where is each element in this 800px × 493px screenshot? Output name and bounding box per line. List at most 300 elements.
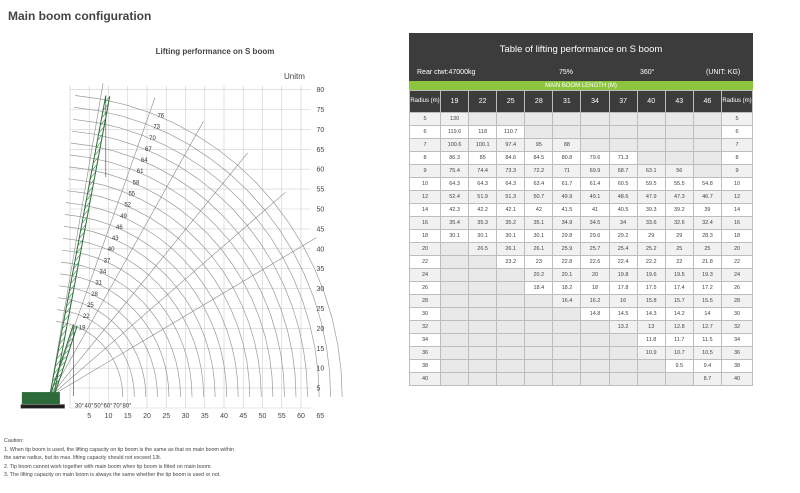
capacity-cell <box>525 126 553 139</box>
capacity-cell: 35.2 <box>497 217 525 230</box>
capacity-cell: 39 <box>693 204 721 217</box>
capacity-cell <box>581 360 609 373</box>
boom-length-label: 25 <box>87 302 94 309</box>
capacity-cell <box>693 126 721 139</box>
radius-cell: 36 <box>410 347 441 360</box>
capacity-cell: 75.4 <box>441 165 469 178</box>
y-tick-label: 10 <box>316 365 325 373</box>
capacity-cell <box>525 295 553 308</box>
capacity-cell: 42.2 <box>469 204 497 217</box>
capacity-cell: 15.7 <box>665 295 693 308</box>
caution-notes <box>4 437 364 480</box>
crane-track <box>21 404 65 408</box>
y-tick-label: 15 <box>316 345 325 353</box>
radius-cell: 9 <box>410 165 441 178</box>
capacity-cell: 100.1 <box>469 139 497 152</box>
capacity-cell: 85 <box>469 152 497 165</box>
capacity-cell <box>693 152 721 165</box>
caution-line: the same radius, but its max. lifting capacity should not exceed 13t. <box>4 455 162 462</box>
boom-length-header: 34 <box>581 91 609 113</box>
capacity-cell <box>469 295 497 308</box>
angle-label: 50° <box>94 403 104 410</box>
radius-cell: 38 <box>410 360 441 373</box>
capacity-cell <box>553 126 581 139</box>
capacity-cell: 42 <box>525 204 553 217</box>
capacity-cell: 19.8 <box>609 269 637 282</box>
caution-line: 1. When tip boom is used, the lifting capacity on tip boom is the same as that on main boom within <box>4 446 234 453</box>
boom-length-label: 28 <box>91 291 98 298</box>
capacity-cell: 73.3 <box>497 165 525 178</box>
capacity-cell: 60.5 <box>609 178 637 191</box>
capacity-cell <box>553 373 581 386</box>
boom-length-header: 46 <box>693 91 721 113</box>
table-row <box>410 321 753 334</box>
capacity-cell: 51.3 <box>497 191 525 204</box>
capacity-cell: 13 <box>637 321 665 334</box>
capacity-cell <box>469 321 497 334</box>
capacity-cell: 69.9 <box>581 165 609 178</box>
capacity-cell: 118 <box>469 126 497 139</box>
capacity-cell: 80.8 <box>553 152 581 165</box>
capacity-cell <box>609 347 637 360</box>
page-title: Main boom configuration <box>8 9 152 23</box>
capacity-cell: 29.6 <box>581 230 609 243</box>
radius-cell: 34 <box>410 334 441 347</box>
radius-cell: 14 <box>410 204 441 217</box>
capacity-cell <box>665 126 693 139</box>
boom-length-header: 28 <box>525 91 553 113</box>
table-row <box>410 334 753 347</box>
capacity-cell: 25.7 <box>581 243 609 256</box>
capacity-cell: 42.1 <box>497 204 525 217</box>
capacity-cell <box>497 295 525 308</box>
capacity-cell: 22.8 <box>553 256 581 269</box>
capacity-cell: 130 <box>441 113 469 126</box>
radius-cell: 24 <box>410 269 441 282</box>
boom-length-label: 58 <box>132 180 140 187</box>
angle-ray <box>50 153 248 397</box>
capacity-cell <box>665 139 693 152</box>
capacity-cell: 35.4 <box>441 217 469 230</box>
x-tick-label: 5 <box>87 413 92 420</box>
capacity-cell: 25 <box>693 243 721 256</box>
y-tick-label: 35 <box>316 266 325 274</box>
capacity-cell: 63.4 <box>525 178 553 191</box>
y-tick-label: 70 <box>316 126 325 134</box>
capacity-cell: 63.1 <box>637 165 665 178</box>
table-row <box>410 243 753 256</box>
capacity-cell: 14.5 <box>609 308 637 321</box>
capacity-cell: 12.8 <box>665 321 693 334</box>
radius-cell: 9 <box>722 165 753 178</box>
capacity-cell <box>441 256 469 269</box>
boom-length-label: 37 <box>103 258 111 265</box>
table-row <box>410 295 753 308</box>
table-title: Table of lifting performance on S boom <box>409 33 753 65</box>
capacity-cell: 19.3 <box>693 269 721 282</box>
boom-length-label: 76 <box>157 113 165 120</box>
capacity-cell: 39.2 <box>665 204 693 217</box>
capacity-cell <box>441 347 469 360</box>
capacity-cell <box>553 360 581 373</box>
capacity-cell: 68.7 <box>609 165 637 178</box>
capacity-cell: 74.4 <box>469 165 497 178</box>
capacity-cell: 18 <box>581 282 609 295</box>
radius-cell: 18 <box>722 230 753 243</box>
capacity-cell <box>469 373 497 386</box>
table-row <box>410 282 753 295</box>
capacity-cell: 32.6 <box>665 217 693 230</box>
capacity-cell <box>581 373 609 386</box>
radius-cell: 8 <box>722 152 753 165</box>
capacity-cell <box>497 269 525 282</box>
table-unit: (UNIT: KG) <box>706 69 741 76</box>
boom-length-label: 52 <box>124 202 132 209</box>
capacity-cell: 17.2 <box>693 282 721 295</box>
angle-ray <box>50 83 103 397</box>
capacity-cell <box>525 113 553 126</box>
radius-cell: 32 <box>410 321 441 334</box>
capacity-cell: 61.4 <box>581 178 609 191</box>
capacity-cell <box>637 139 665 152</box>
radius-cell: 34 <box>722 334 753 347</box>
capacity-cell <box>469 360 497 373</box>
capacity-cell: 11.8 <box>637 334 665 347</box>
capacity-cell: 26.1 <box>525 243 553 256</box>
capacity-cell <box>469 347 497 360</box>
capacity-cell <box>581 321 609 334</box>
radius-cell: 16 <box>410 217 441 230</box>
capacity-cell <box>441 269 469 282</box>
capacity-cell: 25.9 <box>553 243 581 256</box>
diagram-unit-label: Unitm <box>284 72 305 81</box>
capacity-cell: 26.5 <box>469 243 497 256</box>
capacity-cell <box>469 113 497 126</box>
capacity-cell <box>553 113 581 126</box>
table-row <box>410 217 753 230</box>
capacity-cell <box>609 334 637 347</box>
capacity-cell: 20.2 <box>525 269 553 282</box>
capacity-cell <box>609 360 637 373</box>
capacity-cell: 23.2 <box>497 256 525 269</box>
capacity-cell <box>525 373 553 386</box>
capacity-cell <box>441 295 469 308</box>
capacity-cell <box>553 308 581 321</box>
boom-length-label: 49 <box>120 213 127 220</box>
capacity-cell: 49.1 <box>581 191 609 204</box>
capacity-cell <box>609 373 637 386</box>
crane-illustration <box>21 96 110 409</box>
capacity-cell: 22.4 <box>609 256 637 269</box>
capacity-cell: 34.9 <box>553 217 581 230</box>
capacity-cell: 64.3 <box>441 178 469 191</box>
radius-cell: 7 <box>722 139 753 152</box>
table-row <box>410 152 753 165</box>
capacity-cell: 30.1 <box>469 230 497 243</box>
y-tick-label: 80 <box>316 87 325 95</box>
capacity-cell: 71 <box>553 165 581 178</box>
radius-cell: 32 <box>722 321 753 334</box>
y-tick-label: 40 <box>316 246 325 254</box>
capacity-cell: 10.5 <box>693 347 721 360</box>
capacity-cell: 21.8 <box>693 256 721 269</box>
capacity-cell: 25 <box>665 243 693 256</box>
capacity-cell: 84.6 <box>497 152 525 165</box>
table-row <box>410 308 753 321</box>
capacity-cell: 47.9 <box>637 191 665 204</box>
capacity-cell: 88 <box>553 139 581 152</box>
y-tick-label: 20 <box>316 325 325 333</box>
y-tick-label: 50 <box>316 206 325 214</box>
radius-cell: 12 <box>722 191 753 204</box>
capacity-cell: 86.3 <box>441 152 469 165</box>
radius-cell: 10 <box>410 178 441 191</box>
angle-ray <box>50 192 286 397</box>
capacity-cell <box>469 308 497 321</box>
capacity-cell: 30.1 <box>441 230 469 243</box>
capacity-cell <box>469 269 497 282</box>
capacity-cell: 20 <box>581 269 609 282</box>
capacity-cell <box>637 126 665 139</box>
capacity-cell: 29.2 <box>609 230 637 243</box>
y-tick-label: 55 <box>316 186 325 194</box>
capacity-cell <box>609 113 637 126</box>
capacity-cell: 71.3 <box>609 152 637 165</box>
capacity-cell: 28.3 <box>693 230 721 243</box>
main-boom-length-header: MAIN BOOM LENGTH (M) <box>409 81 753 90</box>
capacity-cell <box>469 334 497 347</box>
boom-length-label: 31 <box>95 280 103 287</box>
radius-cell: 26 <box>410 282 441 295</box>
y-tick-label: 5 <box>316 385 321 393</box>
caution-line: 3. The lifting capacity on main boom is always the same whether the tip boom is used or not. <box>4 472 221 479</box>
lifting-range-diagram <box>0 80 380 425</box>
x-tick-label: 35 <box>200 413 209 420</box>
x-tick-label: 15 <box>123 413 132 420</box>
boom-length-header: 25 <box>497 91 525 113</box>
capacity-cell <box>497 308 525 321</box>
table-row <box>410 347 753 360</box>
capacity-cell <box>441 360 469 373</box>
angle-label: 30° <box>75 403 85 410</box>
capacity-cell: 15.8 <box>637 295 665 308</box>
radius-cell: 28 <box>722 295 753 308</box>
capacity-cell: 22.6 <box>581 256 609 269</box>
capacity-cell: 10.9 <box>637 347 665 360</box>
capacity-cell: 35.3 <box>469 217 497 230</box>
radius-cell: 22 <box>722 256 753 269</box>
table-row <box>410 113 753 126</box>
capacity-cell: 32.4 <box>693 217 721 230</box>
capacity-cell: 18.4 <box>525 282 553 295</box>
capacity-cell <box>441 373 469 386</box>
capacity-cell: 17.5 <box>637 282 665 295</box>
capacity-cell <box>609 139 637 152</box>
radius-header: Radius (m) <box>410 91 441 113</box>
lift-table <box>409 90 753 386</box>
capacity-cell: 110.7 <box>497 126 525 139</box>
capacity-cell: 34.5 <box>581 217 609 230</box>
capacity-cell <box>665 113 693 126</box>
capacity-cell: 41 <box>581 204 609 217</box>
capacity-cell: 22.2 <box>637 256 665 269</box>
capacity-cell <box>665 373 693 386</box>
radius-cell: 22 <box>410 256 441 269</box>
radius-cell: 30 <box>410 308 441 321</box>
capacity-cell: 9.4 <box>693 360 721 373</box>
radius-cell: 38 <box>722 360 753 373</box>
capacity-cell <box>637 360 665 373</box>
x-tick-label: 10 <box>104 413 113 420</box>
capacity-cell: 11.7 <box>665 334 693 347</box>
capacity-cell <box>441 334 469 347</box>
capacity-cell: 25.4 <box>609 243 637 256</box>
capacity-cell: 14 <box>693 308 721 321</box>
y-tick-label: 60 <box>316 166 325 174</box>
y-tick-label: 45 <box>316 226 325 234</box>
capacity-cell <box>693 113 721 126</box>
capacity-cell: 25.2 <box>637 243 665 256</box>
capacity-cell: 49.9 <box>553 191 581 204</box>
boom-length-label: 61 <box>136 169 144 176</box>
capacity-cell: 17.4 <box>665 282 693 295</box>
radius-cell: 26 <box>722 282 753 295</box>
capacity-cell: 51.9 <box>469 191 497 204</box>
x-tick-label: 30 <box>181 413 190 420</box>
capacity-cell <box>581 126 609 139</box>
capacity-cell <box>497 347 525 360</box>
capacity-cell: 34 <box>609 217 637 230</box>
capacity-cell: 14.2 <box>665 308 693 321</box>
capacity-cell <box>497 360 525 373</box>
radius-cell: 36 <box>722 347 753 360</box>
capacity-cell: 16 <box>609 295 637 308</box>
table-row <box>410 373 753 386</box>
radius-cell: 20 <box>722 243 753 256</box>
capacity-cell: 19.6 <box>637 269 665 282</box>
boom-length-label: 19 <box>78 325 86 332</box>
capacity-cell: 18.2 <box>553 282 581 295</box>
capacity-cell: 50.7 <box>525 191 553 204</box>
radius-header: Radius (m) <box>722 91 753 113</box>
table-row <box>410 126 753 139</box>
capacity-cell: 29.8 <box>553 230 581 243</box>
x-tick-label: 50 <box>258 413 267 420</box>
radius-cell: 10 <box>722 178 753 191</box>
capacity-percent: 75% <box>559 69 574 76</box>
capacity-cell: 35.1 <box>525 217 553 230</box>
capacity-cell: 64.3 <box>497 178 525 191</box>
capacity-cell <box>553 321 581 334</box>
radius-cell: 30 <box>722 308 753 321</box>
boom-length-header: 31 <box>553 91 581 113</box>
capacity-cell: 41.5 <box>553 204 581 217</box>
radius-cell: 18 <box>410 230 441 243</box>
capacity-cell <box>581 347 609 360</box>
capacity-cell: 22 <box>665 256 693 269</box>
capacity-cell <box>581 139 609 152</box>
table-row <box>410 269 753 282</box>
table-row <box>410 204 753 217</box>
capacity-cell <box>525 334 553 347</box>
capacity-cell <box>637 152 665 165</box>
capacity-cell: 95 <box>525 139 553 152</box>
x-tick-label: 20 <box>143 413 151 420</box>
capacity-cell: 61.7 <box>553 178 581 191</box>
radius-cell: 8 <box>410 152 441 165</box>
capacity-cell: 13.2 <box>609 321 637 334</box>
caution-line: 2. Tip boom cannot work together with main boom when tip boom is fitted on main boom. <box>4 463 212 470</box>
radius-cell: 5 <box>722 113 753 126</box>
capacity-cell: 47.3 <box>665 191 693 204</box>
capacity-cell <box>581 113 609 126</box>
boom-length-header: 40 <box>637 91 665 113</box>
x-tick-label: 55 <box>277 413 286 420</box>
boom-length-label: 46 <box>116 224 123 231</box>
caution-heading: Caution: <box>4 438 24 444</box>
x-tick-label: 60 <box>297 413 305 420</box>
boom-length-label: 43 <box>111 236 119 243</box>
capacity-cell: 16.4 <box>553 295 581 308</box>
crane-body <box>22 392 60 404</box>
boom-length-label: 67 <box>145 146 152 153</box>
radius-cell: 40 <box>722 373 753 386</box>
capacity-cell: 84.5 <box>525 152 553 165</box>
capacity-cell: 59.5 <box>637 178 665 191</box>
radius-cell: 6 <box>722 126 753 139</box>
capacity-cell: 29 <box>637 230 665 243</box>
lifting-performance-table <box>409 33 753 386</box>
capacity-cell: 56 <box>665 165 693 178</box>
capacity-cell: 46.7 <box>693 191 721 204</box>
radius-cell: 16 <box>722 217 753 230</box>
capacity-cell <box>525 308 553 321</box>
capacity-cell: 97.4 <box>497 139 525 152</box>
boom-length-header: 43 <box>665 91 693 113</box>
capacity-cell <box>525 321 553 334</box>
radius-cell: 5 <box>410 113 441 126</box>
capacity-cell: 72.2 <box>525 165 553 178</box>
radius-cell: 24 <box>722 269 753 282</box>
capacity-cell: 30.1 <box>525 230 553 243</box>
capacity-cell <box>469 256 497 269</box>
capacity-cell: 8.7 <box>693 373 721 386</box>
radius-cell: 14 <box>722 204 753 217</box>
angle-label: 60° <box>103 403 113 410</box>
y-tick-label: 75 <box>316 107 325 114</box>
boom-length-label: 34 <box>99 269 107 276</box>
y-tick-label: 65 <box>316 146 325 154</box>
boom-length-header: 37 <box>609 91 637 113</box>
radius-cell: 20 <box>410 243 441 256</box>
x-tick-label: 25 <box>162 413 171 420</box>
capacity-cell: 15.5 <box>693 295 721 308</box>
capacity-cell <box>497 113 525 126</box>
capacity-cell: 48.6 <box>609 191 637 204</box>
boom-length-label: 73 <box>153 124 161 131</box>
capacity-cell: 26.1 <box>497 243 525 256</box>
radius-cell: 6 <box>410 126 441 139</box>
capacity-cell: 20.1 <box>553 269 581 282</box>
capacity-cell: 64.3 <box>469 178 497 191</box>
table-row <box>410 256 753 269</box>
capacity-cell <box>693 139 721 152</box>
capacity-cell: 11.5 <box>693 334 721 347</box>
capacity-cell: 17.8 <box>609 282 637 295</box>
capacity-cell: 12.7 <box>693 321 721 334</box>
boom-length-label: 70 <box>149 135 156 142</box>
x-tick-label: 65 <box>316 413 325 420</box>
